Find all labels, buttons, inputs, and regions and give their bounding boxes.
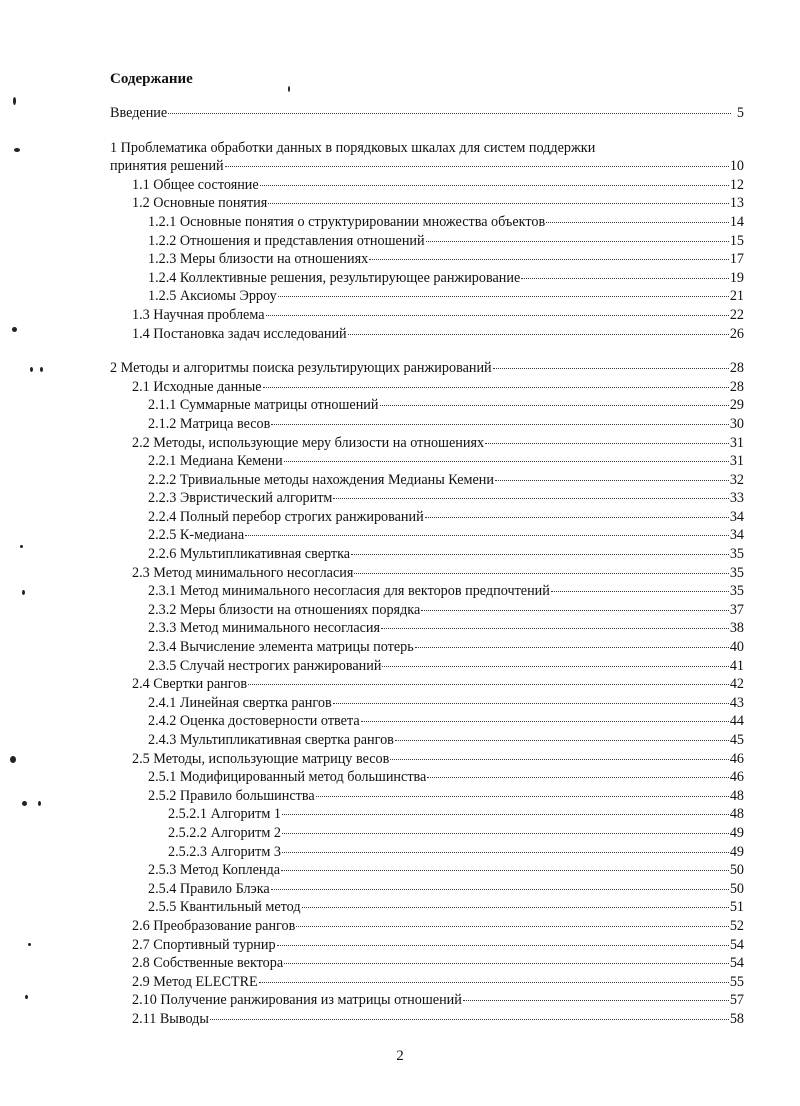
toc-entry-text: 2.3.5 Случай нестрогих ранжирований	[148, 657, 382, 674]
scan-speck	[12, 327, 17, 332]
toc-leader	[284, 461, 729, 462]
toc-entry-page: 35	[729, 564, 744, 581]
toc-leader	[281, 870, 729, 871]
toc-entry-page: 30	[729, 415, 744, 432]
toc-leader	[168, 113, 731, 114]
toc-entry	[110, 194, 744, 213]
toc-leader	[427, 777, 728, 778]
toc-entry-text: 2.2 Методы, использующие меру близости на отношениях	[132, 434, 485, 451]
toc-entry	[110, 269, 744, 288]
toc-entry-page: 22	[729, 306, 744, 323]
toc-entry-page: 51	[729, 899, 744, 916]
toc-entry-page: 28	[729, 360, 744, 377]
toc-leader	[421, 610, 729, 611]
toc-entry-page: 33	[729, 490, 744, 507]
toc-leader	[333, 498, 728, 499]
toc-entry-text: 2.2.6 Мультипликативная свертка	[148, 546, 351, 563]
page-title: Содержание	[110, 71, 193, 87]
toc-entry	[110, 954, 744, 973]
toc-entry	[110, 917, 744, 936]
toc-entry-page: 19	[729, 269, 744, 286]
toc-entry-text: 1.2.1 Основные понятия о структурировании множества объектов	[148, 213, 546, 230]
toc-entry-page: 26	[729, 325, 744, 342]
scan-speck	[13, 97, 16, 105]
toc-entry-page: 57	[729, 992, 744, 1009]
toc-leader	[282, 852, 729, 853]
toc-entry	[110, 601, 744, 620]
toc-entry	[110, 325, 744, 344]
toc-leader	[333, 703, 729, 704]
toc-entry-page: 10	[729, 158, 744, 175]
toc-leader	[296, 926, 728, 927]
toc-entry	[110, 694, 744, 713]
toc-entry-text: 2.4.2 Оценка достоверности ответа	[148, 713, 360, 730]
toc-entry	[110, 564, 744, 583]
toc-entry-page: 12	[729, 176, 744, 193]
toc-entry-text: 1.4 Постановка задач исследований	[132, 325, 347, 342]
toc-entry	[110, 434, 744, 453]
toc-entry-page: 49	[729, 843, 744, 860]
toc-entry	[110, 936, 744, 955]
toc-entry-text: 2.6 Преобразование рангов	[132, 917, 296, 934]
toc-entry-page: 31	[729, 453, 744, 470]
toc-entry-text: 1.2.4 Коллективные решения, результирующее ранжирование	[148, 269, 521, 286]
toc-entry	[110, 824, 744, 843]
scan-speck	[288, 86, 290, 92]
toc-entry-page: 15	[729, 232, 744, 249]
toc-entry-page: 41	[729, 657, 744, 674]
toc-entry	[110, 861, 744, 880]
toc-entry-page: 50	[729, 880, 744, 897]
toc-entry-page: 43	[729, 694, 744, 711]
toc-entry-text: 2.11 Выводы	[132, 1010, 209, 1027]
scan-speck	[25, 995, 28, 999]
toc-entry-page: 40	[729, 639, 744, 656]
toc-entry	[110, 880, 744, 899]
toc-entry-text: 1.3 Научная проблема	[132, 306, 265, 323]
toc-entry-page: 35	[729, 583, 744, 600]
toc-entry-text: 2.1.2 Матрица весов	[148, 415, 271, 432]
toc-entry	[110, 750, 744, 769]
toc-entry	[110, 657, 744, 676]
toc-leader	[551, 591, 729, 592]
toc-entry	[110, 489, 744, 508]
toc-entry-page: 34	[729, 527, 744, 544]
toc-entry-text: 2.3.1 Метод минимального несогласия для векторов предпочтений	[148, 583, 550, 600]
toc-entry-page: 38	[729, 620, 744, 637]
toc-entry-page: 49	[729, 824, 744, 841]
toc-entry	[110, 306, 744, 325]
toc-entry-text: 2.8 Собственные вектора	[132, 955, 284, 972]
toc-leader	[415, 647, 729, 648]
toc-entry-page: 52	[729, 917, 744, 934]
toc-entry-page: 21	[729, 288, 744, 305]
toc-entry-text: 2.5.3 Метод Копленда	[148, 862, 281, 879]
toc-entry	[110, 396, 744, 415]
toc-entry-text: 2.5.2 Правило большинства	[148, 787, 315, 804]
toc-entry-text: 2.4 Свертки рангов	[132, 676, 248, 693]
toc-entry-text: 2.5.2.1 Алгоритм 1	[168, 806, 281, 823]
toc-entry-text: 2.4.3 Мультипликативная свертка рангов	[148, 732, 394, 748]
scan-speck	[28, 943, 31, 946]
toc-leader	[381, 628, 729, 629]
toc-leader	[259, 982, 729, 983]
toc-entry-text: 2.9 Метод ELECTRE	[132, 973, 258, 990]
toc-leader	[348, 334, 729, 335]
toc-entry-page: 58	[729, 1010, 744, 1027]
toc-entry-text: принятия решений	[110, 158, 224, 175]
toc-leader	[390, 759, 729, 760]
toc-leader	[395, 740, 729, 741]
toc-entry-text: 2.5.4 Правило Блэка	[148, 880, 270, 897]
toc-entry-text: 2.7 Спортивный турнир	[132, 936, 276, 953]
toc-entry-page: 55	[729, 973, 744, 990]
toc-entry-text: 2.3.4 Вычисление элемента матрицы потерь	[148, 639, 414, 656]
toc-entry	[110, 582, 744, 601]
toc-entry-text: 2.4.1 Линейная свертка рангов	[148, 694, 332, 711]
toc-entry	[110, 157, 744, 176]
toc-leader	[426, 241, 729, 242]
toc-entry	[110, 139, 744, 158]
toc-entry-page: 29	[729, 397, 744, 414]
toc-entry	[110, 712, 744, 731]
toc-entry-page: 44	[729, 713, 744, 730]
toc-entry-page: 17	[729, 251, 744, 268]
toc-entry-text: 2.2.4 Полный перебор строгих ранжирований	[148, 508, 424, 525]
toc-leader	[266, 315, 729, 316]
scan-speck	[30, 367, 33, 372]
toc-entry-page: 5	[736, 105, 744, 121]
toc-entry	[110, 619, 744, 638]
toc-leader	[316, 796, 729, 797]
toc-leader	[282, 814, 729, 815]
toc-leader	[278, 296, 729, 297]
toc-entry-page: 54	[729, 936, 744, 953]
toc-entry	[110, 768, 744, 787]
toc-leader	[277, 945, 729, 946]
toc-entry-text: 2 Методы и алгоритмы поиска результирующих ранжирований	[110, 360, 492, 377]
toc-entry-text: 2.3 Метод минимального несогласия	[132, 564, 354, 581]
toc-entry	[110, 991, 744, 1010]
toc-entry-text: 2.1.1 Суммарные матрицы отношений	[148, 397, 379, 414]
toc-entry	[110, 898, 744, 917]
toc-entry	[110, 675, 744, 694]
toc-entry-text: 2.10 Получение ранжирования из матрицы отношений	[132, 992, 462, 1009]
toc-leader	[225, 166, 729, 167]
toc-leader	[284, 963, 729, 964]
scan-speck	[40, 367, 43, 372]
toc-entry-page: 54	[729, 955, 744, 972]
toc-leader	[495, 480, 729, 481]
toc-entry	[110, 359, 744, 378]
toc-entry-text: 2.5.2.3 Алгоритм 3	[168, 843, 281, 860]
toc-entry	[110, 545, 744, 564]
toc-entry-text: 2.2.3 Эвристический алгоритм	[148, 490, 333, 507]
toc-entry-page: 50	[729, 862, 744, 879]
toc-leader	[485, 443, 729, 444]
toc-entry	[110, 415, 744, 434]
toc-leader	[263, 387, 729, 388]
toc-entry-page: 14	[729, 213, 744, 230]
toc-entry-text: 2.3.2 Меры близости на отношениях порядка	[148, 601, 421, 618]
toc-entry-text: Введение	[110, 105, 168, 121]
scan-speck	[14, 148, 20, 152]
toc-leader	[521, 278, 729, 279]
toc-leader	[354, 573, 728, 574]
toc-leader	[271, 889, 729, 890]
toc-entry-text: 2.5 Методы, использующие матрицу весов	[132, 750, 390, 767]
toc-entry-text: 1.2.5 Аксиомы Эрроу	[148, 288, 277, 305]
toc-leader	[245, 535, 729, 536]
scan-speck	[22, 801, 27, 806]
toc-entry	[110, 213, 744, 232]
toc-entry-page: 34	[729, 508, 744, 525]
toc-leader	[463, 1000, 729, 1001]
toc-leader	[248, 684, 729, 685]
toc-leader	[369, 259, 729, 260]
toc-entry-text: 2.1 Исходные данные	[132, 378, 262, 395]
toc-entry	[110, 805, 744, 824]
toc-entry	[110, 471, 744, 490]
toc-entry-text: 2.2.2 Тривиальные методы нахождения Медианы Кемени	[148, 471, 494, 488]
toc-entry-text: 2.5.5 Квантильный метод	[148, 899, 301, 916]
toc-entry-text: 2.5.1 Модифицированный метод большинства	[148, 769, 427, 786]
toc-entry-page: 32	[729, 471, 744, 488]
toc-leader	[361, 721, 729, 722]
scan-speck	[10, 756, 16, 763]
toc-entry	[110, 378, 744, 397]
toc-entry	[110, 232, 744, 251]
toc-entry	[110, 787, 744, 806]
toc-leader	[260, 185, 729, 186]
toc-entry-text: 1.2 Основные понятия	[132, 195, 268, 212]
toc-entry	[110, 973, 744, 992]
toc-leader	[271, 424, 728, 425]
toc-entry	[110, 508, 744, 527]
toc-leader	[546, 222, 729, 223]
toc-entry-page: 35	[729, 546, 744, 563]
toc-entry-text: 1.2.2 Отношения и представления отношений	[148, 232, 425, 249]
toc-entry	[110, 638, 744, 657]
toc-entry	[110, 843, 744, 862]
toc-entry	[110, 250, 744, 269]
toc-leader	[380, 405, 729, 406]
page-number: 2	[396, 1048, 404, 1064]
toc-entry-page: 46	[729, 750, 744, 767]
toc-entry-page: 48	[729, 787, 744, 804]
toc-leader	[268, 203, 729, 204]
toc-leader	[382, 666, 728, 667]
toc-leader	[493, 368, 729, 369]
toc-leader	[425, 517, 729, 518]
scan-speck	[22, 590, 25, 595]
toc-entry-text: 1.1 Общее состояние	[132, 176, 259, 193]
scan-speck	[38, 801, 41, 806]
toc-entry-text: 2.2.1 Медиана Кемени	[148, 453, 283, 470]
toc-leader	[351, 554, 729, 555]
toc-entry	[110, 104, 744, 123]
toc-entry-page: 13	[729, 195, 744, 212]
toc-entry	[110, 526, 744, 545]
toc-entry-text: 2.5.2.2 Алгоритм 2	[168, 824, 281, 841]
toc-entry-page: 46	[729, 769, 744, 786]
scan-speck	[20, 545, 23, 548]
toc-entry-page: 28	[729, 378, 744, 395]
toc-entry-page: 48	[729, 806, 744, 823]
toc-entry-text: 2.3.3 Метод минимального несогласия	[148, 620, 381, 637]
toc-entry-text: 2.2.5 К-медиана	[148, 527, 245, 544]
toc-entry	[110, 287, 744, 306]
toc-leader	[282, 833, 729, 834]
toc-leader	[210, 1019, 729, 1020]
toc-entry-text: 1.2.3 Меры близости на отношениях	[148, 251, 369, 268]
table-of-contents	[110, 104, 744, 1029]
toc-entry-page: 37	[729, 601, 744, 618]
toc-entry-page: 31	[729, 434, 744, 451]
toc-entry	[110, 176, 744, 195]
toc-entry-page: 45	[729, 732, 744, 748]
toc-entry	[110, 731, 744, 750]
toc-entry	[110, 1010, 744, 1029]
toc-leader	[302, 907, 729, 908]
toc-entry-text: 1 Проблематика обработки данных в порядковых шкалах для систем поддержки	[110, 139, 596, 156]
toc-entry	[110, 452, 744, 471]
toc-entry-page: 42	[729, 676, 744, 693]
